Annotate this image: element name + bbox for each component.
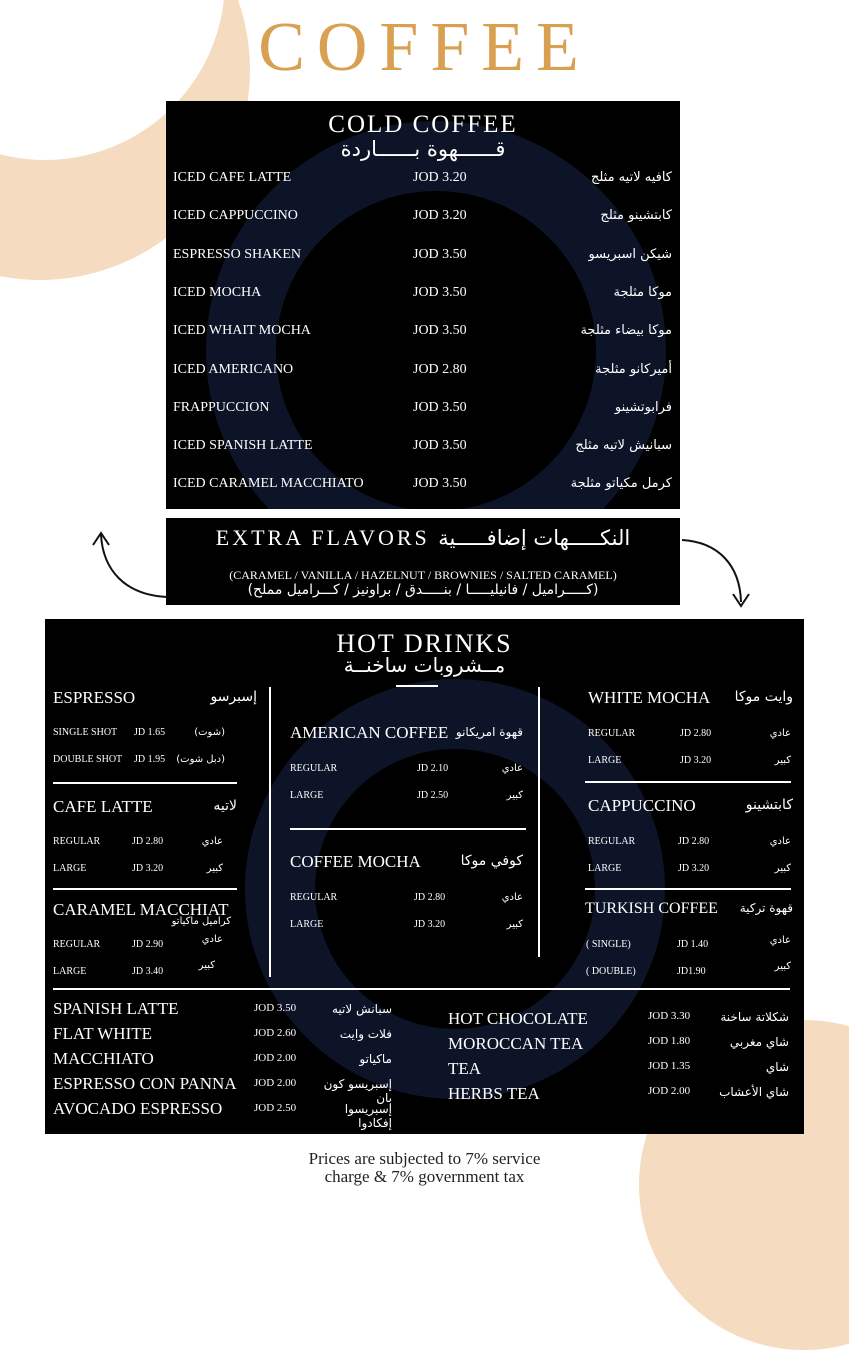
caramel-large-label: LARGE [53, 966, 87, 977]
item-name-ar: موكا بيضاء مثلجة [580, 323, 672, 339]
american-title-ar: قهوة امريكانو [455, 725, 523, 739]
item-price: JOD 2.60 [254, 1027, 297, 1039]
item-name-ar: فرابوتشينو [614, 399, 672, 415]
item-name: ESPRESSO SHAKEN [173, 246, 301, 262]
turkish-single-label: ( SINGLE) [586, 939, 631, 950]
espresso-title-ar: إسبرسو [210, 689, 257, 705]
item-name: ICED CAFE LATTE [173, 170, 292, 185]
turkish-double-ar: كبير [774, 961, 791, 972]
cold-menu-row [166, 438, 680, 458]
extra-heading: EXTRA FLAVORS [215, 525, 430, 550]
cafe-latte-title: CAFE LATTE [53, 797, 153, 816]
curved-arrow-right-icon [678, 530, 758, 610]
item-price: JOD 3.50 [413, 438, 467, 454]
mocha-large-label: LARGE [290, 919, 324, 930]
item-name: FLAT WHITE [53, 1024, 153, 1043]
american-regular-ar: عادي [501, 763, 523, 774]
caramel-title: CARAMEL MACCHIAT [53, 900, 229, 919]
item-price: JOD 2.00 [254, 1077, 297, 1089]
american-regular-label: REGULAR [290, 763, 338, 774]
cold-menu-row [166, 323, 680, 343]
white-mocha-regular-ar: عادي [769, 728, 791, 739]
espresso-double-price: JD 1.95 [134, 754, 166, 765]
item-price: JOD 1.35 [648, 1060, 691, 1072]
item-name-ar: شيكن اسبريسو [588, 246, 672, 262]
column-divider [269, 687, 271, 977]
espresso-double-ar: (دبل شوت) [176, 754, 225, 765]
hot-heading-ar: مــشروبات ساخنــة [343, 653, 506, 677]
mocha-title: COFFEE MOCHA [290, 852, 421, 871]
cafe-latte-regular-label: REGULAR [53, 836, 101, 847]
espresso-single-label: SINGLE SHOT [53, 727, 118, 738]
american-large-label: LARGE [290, 790, 324, 801]
hot-drinks-panel [45, 619, 804, 1134]
cold-heading: COLD COFFEE [328, 111, 518, 138]
item-price: JOD 3.50 [413, 323, 467, 339]
price-note [0, 1150, 849, 1186]
divider [585, 888, 791, 890]
item-name: SPANISH LATTE [53, 999, 179, 1018]
turkish-double-price: JD1.90 [677, 966, 706, 977]
turkish-single-price: JD 1.40 [677, 939, 709, 950]
item-name-ar: إسبريسوا إفكادوا [344, 1102, 392, 1130]
cafe-latte-regular-ar: عادي [201, 836, 223, 847]
price-note-line-2: charge & 7% government tax [324, 1167, 525, 1186]
american-large-price: JD 2.50 [417, 790, 449, 801]
cafe-latte-large-ar: كبير [206, 863, 223, 874]
divider [290, 828, 526, 830]
column-divider [538, 687, 540, 957]
cafe-latte-large-price: JD 3.20 [132, 863, 164, 874]
item-name-ar: إسبريسو كون بان [323, 1077, 392, 1105]
cappuccino-title: CAPPUCCINO [588, 796, 696, 815]
cappuccino-regular-ar: عادي [769, 836, 791, 847]
extra-flavor-list: (CARAMEL / VANILLA / HAZELNUT / BROWNIES / SALTED CARAMEL) [229, 568, 617, 582]
white-mocha-large-label: LARGE [588, 755, 622, 766]
item-price: JOD 3.20 [413, 208, 467, 224]
item-price: JOD 3.50 [413, 246, 467, 262]
item-name: HOT CHOCOLATE [448, 1009, 588, 1028]
item-name: TEA [448, 1059, 482, 1078]
item-name-ar: ماكياتو [359, 1052, 392, 1066]
cafe-latte-regular-price: JD 2.80 [132, 836, 164, 847]
page-title: COFFEE [258, 9, 591, 86]
caramel-large-price: JD 3.40 [132, 966, 164, 977]
extra-heading-ar: النكـــــهات إضافـــــية [438, 526, 631, 550]
item-name-ar: شاي الأعشاب [719, 1085, 789, 1099]
item-price: JOD 3.50 [413, 284, 467, 300]
cold-menu-row [166, 476, 680, 496]
cold-menu-row [166, 170, 680, 190]
item-price: JOD 3.50 [254, 1002, 297, 1014]
cold-menu-row [166, 247, 680, 267]
item-name: FRAPPUCCION [173, 399, 270, 415]
turkish-title-ar: قهوة تركية [739, 901, 793, 915]
american-regular-price: JD 2.10 [417, 763, 449, 774]
cafe-latte-large-label: LARGE [53, 863, 87, 874]
white-mocha-title: WHITE MOCHA [588, 688, 711, 707]
mocha-regular-price: JD 2.80 [414, 892, 446, 903]
item-price: JOD 3.30 [648, 1010, 691, 1022]
item-price: JOD 3.50 [413, 399, 467, 415]
espresso-title: ESPRESSO [53, 688, 136, 707]
extra-flavors-panel [166, 518, 680, 605]
cappuccino-title-ar: كابتشينو [745, 797, 793, 813]
divider [53, 888, 237, 890]
item-price: JOD 2.50 [254, 1102, 297, 1114]
item-name: ICED MOCHA [173, 284, 262, 300]
mocha-large-price: JD 3.20 [414, 919, 446, 930]
cold-menu-row [166, 362, 680, 382]
cold-heading-ar: قــــــهوة بــــــاردة [340, 137, 506, 161]
cappuccino-regular-label: REGULAR [588, 836, 636, 847]
extra-heading-row [166, 525, 680, 551]
item-name-ar: سبانيش لاتيه مثلج [575, 438, 672, 454]
american-title: AMERICAN COFFEE [290, 723, 449, 742]
hot-heading: HOT DRINKS [336, 629, 513, 658]
item-name-ar: كرمل مكياتو مثلجة [570, 476, 672, 492]
cold-menu-row [166, 285, 680, 305]
cappuccino-large-label: LARGE [588, 863, 622, 874]
american-large-ar: كبير [506, 790, 523, 801]
cappuccino-large-ar: كبير [774, 863, 791, 874]
item-name: ICED AMERICANO [173, 361, 294, 377]
white-mocha-regular-price: JD 2.80 [680, 728, 712, 739]
espresso-double-label: DOUBLE SHOT [53, 754, 123, 765]
divider [53, 782, 237, 784]
divider [585, 781, 791, 783]
mocha-regular-label: REGULAR [290, 892, 338, 903]
item-price: JOD 2.80 [413, 361, 467, 377]
item-name: MACCHIATO [53, 1049, 154, 1068]
item-name-ar: سبانش لاتيه [331, 1002, 392, 1016]
mocha-large-ar: كبير [506, 919, 523, 930]
cold-menu-row [166, 400, 680, 420]
item-price: JOD 3.50 [413, 476, 467, 492]
item-name: ICED SPANISH LATTE [173, 438, 313, 454]
caramel-title-ar: كراميل ماكياتو [171, 916, 231, 927]
cold-menu-row [166, 208, 680, 228]
white-mocha-title-ar: وايت موكا [734, 689, 793, 705]
mocha-regular-ar: عادي [501, 892, 523, 903]
item-name-ar: كافيه لاتيه مثلج [590, 170, 672, 185]
item-name: HERBS TEA [448, 1084, 540, 1103]
extra-flavor-list-ar: (كـــــراميل / فانيليـــــا / بنـــــدق / براونيز / كـــراميل مملح) [247, 582, 599, 598]
item-price: JOD 3.20 [413, 170, 467, 185]
item-name: ICED CAPPUCCINO [173, 208, 298, 224]
item-name: AVOCADO ESPRESSO [53, 1099, 223, 1118]
item-name-ar: أميركانو مثلجة [595, 361, 672, 377]
turkish-title: TURKISH COFFEE [585, 900, 718, 917]
espresso-single-price: JD 1.65 [134, 727, 166, 738]
item-name: ICED CARAMEL MACCHIATO [173, 476, 364, 492]
item-name-ar: شكلاتة ساخنة [720, 1010, 789, 1024]
caramel-regular-ar: عادي [201, 934, 223, 945]
white-mocha-large-price: JD 3.20 [680, 755, 712, 766]
item-price: JOD 2.00 [254, 1052, 297, 1064]
item-name-ar: كابتشينو مثلج [600, 208, 672, 224]
item-name-ar: شاي [765, 1060, 789, 1074]
item-name-ar: موكا مثلجة [613, 284, 672, 300]
item-name: ICED WHAIT MOCHA [173, 323, 311, 339]
item-name-ar: شاي مغربي [729, 1035, 789, 1049]
price-note-line-1: Prices are subjected to 7% service [308, 1149, 541, 1168]
item-name-ar: فلات وايت [339, 1027, 392, 1041]
white-mocha-regular-label: REGULAR [588, 728, 636, 739]
caramel-regular-price: JD 2.90 [132, 939, 164, 950]
curved-arrow-left-icon [85, 525, 175, 605]
mocha-title-ar: كوفي موكا [460, 853, 523, 869]
caramel-large-ar: كبير [198, 960, 215, 971]
cold-coffee-panel [166, 101, 680, 509]
heading-underline [396, 685, 438, 687]
item-price: JOD 1.80 [648, 1035, 691, 1047]
cappuccino-large-price: JD 3.20 [678, 863, 710, 874]
cafe-latte-title-ar: لاتيه [213, 798, 237, 814]
turkish-double-label: ( DOUBLE) [586, 966, 636, 977]
cappuccino-regular-price: JD 2.80 [678, 836, 710, 847]
caramel-regular-label: REGULAR [53, 939, 101, 950]
item-price: JOD 2.00 [648, 1085, 691, 1097]
white-mocha-large-ar: كبير [774, 755, 791, 766]
turkish-single-ar: عادي [769, 935, 791, 946]
item-name: ESPRESSO CON PANNA [53, 1074, 237, 1093]
divider [53, 988, 790, 990]
espresso-single-ar: (شوت) [194, 727, 225, 738]
item-name: MOROCCAN TEA [448, 1034, 584, 1053]
